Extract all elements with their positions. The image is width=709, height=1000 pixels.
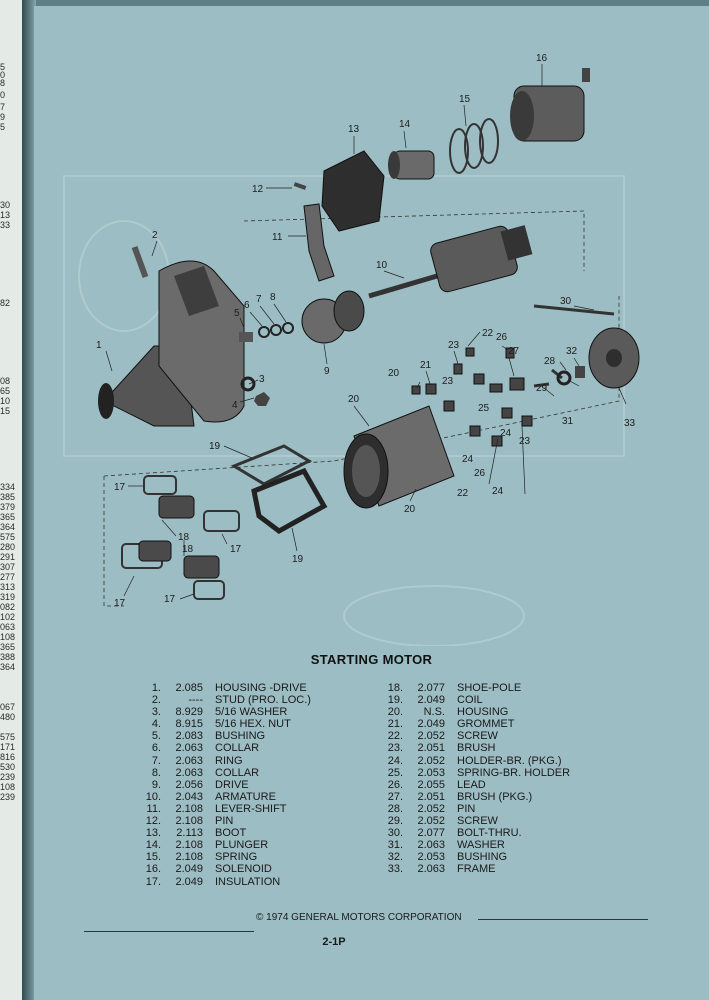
callout-7: 7 — [256, 294, 262, 305]
part-name: HOUSING — [457, 706, 509, 719]
part-name: DRIVE — [215, 778, 249, 791]
part-group-code: 2.043 — [175, 790, 203, 803]
part-group-code: 2.085 — [175, 682, 203, 694]
field-housing-part — [344, 406, 454, 508]
part-name: GROMMET — [457, 718, 515, 731]
part-number: 3. — [151, 706, 161, 719]
part-number: 6. — [151, 742, 161, 755]
adjacent-page-number: 319 — [0, 592, 16, 602]
callout-13: 13 — [348, 124, 360, 135]
callout-12: 12 — [252, 184, 264, 195]
part-name: SPRING — [215, 851, 258, 864]
adjacent-page-number: 365 — [0, 642, 16, 652]
part-name: ARMATURE — [215, 790, 276, 803]
manual-page — [34, 6, 709, 1000]
page-number: 2-1P — [322, 936, 346, 948]
pole-shoe-part — [184, 556, 219, 578]
part-group-code: 2.083 — [175, 730, 203, 743]
part-name: BUSHING — [215, 730, 266, 743]
assembly-line — [104, 476, 124, 606]
part-number: 24. — [387, 754, 403, 767]
part-group-code: N.S. — [423, 706, 445, 719]
section-heading: STARTING MOTOR — [310, 652, 433, 667]
callout-17: 17 — [114, 482, 126, 493]
collar-part — [259, 327, 269, 337]
adjacent-page-number: 08 — [0, 376, 11, 386]
part-row — [371, 815, 570, 827]
part-number: 15. — [145, 851, 161, 864]
part-name: FRAME — [457, 863, 496, 876]
starter-exploded-diagram — [34, 6, 709, 646]
insulation-part — [204, 511, 239, 531]
part-name: LEAD — [457, 778, 486, 791]
part-number: 4. — [151, 718, 161, 731]
callout-23: 23 — [448, 340, 460, 351]
callout-8: 8 — [270, 292, 276, 303]
callout-33: 33 — [624, 418, 636, 429]
adjacent-page-number: 5 — [0, 122, 6, 132]
adjacent-page-number: 33 — [0, 220, 11, 230]
part-name: 5/16 WASHER — [215, 706, 288, 719]
pin-part — [294, 182, 307, 190]
part-number: 16. — [145, 863, 161, 876]
part-row — [371, 694, 570, 706]
boot-part — [322, 151, 384, 231]
adjacent-page-number: 0 — [0, 90, 6, 100]
part-group-code: 2.052 — [417, 802, 445, 815]
part-row — [371, 779, 570, 791]
part-row — [371, 851, 570, 863]
part-number: 23. — [387, 742, 403, 755]
part-group-code: 2.049 — [417, 718, 445, 731]
part-number: 32. — [387, 851, 403, 864]
adjacent-page-number: 575 — [0, 732, 16, 742]
adjacent-page-number: 239 — [0, 772, 16, 782]
part-number: 1. — [151, 682, 161, 694]
callout-23: 23 — [519, 436, 531, 447]
pole-shoe-part — [159, 496, 194, 518]
part-name: SCREW — [457, 815, 498, 828]
part-name: HOLDER-BR. (PKG.) — [457, 754, 562, 767]
part-number: 20. — [387, 706, 403, 719]
part-group-code: 2.053 — [417, 766, 445, 779]
part-group-code: 2.052 — [417, 730, 445, 743]
copyright-owner: 1974 GENERAL MOTORS CORPORATION — [266, 912, 462, 923]
drive-part — [302, 291, 364, 343]
part-row — [129, 682, 311, 694]
adjacent-page-number: 385 — [0, 492, 16, 502]
frame-part — [589, 328, 639, 388]
part-row — [129, 863, 311, 875]
coil-part — [234, 446, 309, 484]
adjacent-page-number: 30 — [0, 200, 11, 210]
part-group-code: 2.052 — [417, 815, 445, 828]
part-row — [129, 791, 311, 803]
part-name: WASHER — [457, 839, 505, 852]
part-group-code: 8.929 — [175, 706, 203, 719]
part-number: 19. — [387, 694, 403, 707]
part-number: 10. — [145, 790, 161, 803]
collar-part — [283, 323, 293, 333]
callout-19: 19 — [292, 554, 304, 565]
adjacent-page-number: 365 — [0, 512, 16, 522]
part-row — [129, 827, 311, 839]
callout-24: 24 — [462, 454, 474, 465]
bushing-part — [239, 332, 253, 342]
part-row — [371, 839, 570, 851]
adjacent-page-number: 364 — [0, 522, 16, 532]
part-group-code: 2.053 — [417, 851, 445, 864]
part-name: PIN — [457, 802, 476, 815]
footer-rule-left — [84, 931, 254, 932]
part-number: 31. — [387, 839, 403, 852]
coil-part — [254, 471, 324, 531]
adjacent-page-number: 5 — [0, 62, 6, 72]
part-name: BOLT-THRU. — [457, 827, 522, 840]
adjacent-page-edge — [0, 0, 24, 1000]
part-name: COLLAR — [215, 742, 260, 755]
callout-22: 22 — [482, 328, 494, 339]
part-name: BUSHING — [457, 851, 508, 864]
copyright-symbol: © — [256, 912, 264, 923]
part-group-code: 2.108 — [175, 851, 203, 864]
callout-27: 27 — [508, 346, 520, 357]
part-row — [371, 803, 570, 815]
part-number: 29. — [387, 815, 403, 828]
part-group-code: 2.113 — [176, 827, 203, 840]
adjacent-page-number: 13 — [0, 210, 11, 220]
part-row — [371, 755, 570, 767]
callout-6: 6 — [244, 300, 250, 311]
adjacent-page-number: 067 — [0, 702, 16, 712]
callout-1: 1 — [96, 340, 102, 351]
part-group-code: 2.077 — [417, 682, 445, 694]
adjacent-page-number: 082 — [0, 602, 16, 612]
adjacent-page-number: 063 — [0, 622, 16, 632]
callout-11: 11 — [272, 232, 283, 243]
part-name: BOOT — [215, 827, 247, 840]
part-group-code: 2.063 — [417, 839, 445, 852]
part-row — [129, 706, 311, 718]
stud-part — [132, 246, 149, 278]
callout-3: 3 — [259, 374, 265, 385]
assembly-line — [244, 211, 584, 271]
callout-10: 10 — [376, 260, 388, 271]
callout-16: 16 — [536, 53, 548, 64]
part-row — [371, 706, 570, 718]
callout-18: 18 — [178, 532, 190, 543]
insulation-part — [194, 581, 224, 599]
callout-14: 14 — [399, 119, 411, 130]
parts-list-right — [371, 682, 570, 876]
part-row — [129, 730, 311, 742]
part-group-code: 8.915 — [175, 718, 203, 731]
part-name: SCREW — [457, 730, 498, 743]
part-row — [129, 839, 311, 851]
part-name: LEVER-SHIFT — [215, 802, 287, 815]
part-group-code: 2.051 — [417, 790, 445, 803]
part-name: INSULATION — [215, 875, 281, 888]
part-group-code: 2.049 — [175, 875, 203, 888]
part-row — [129, 803, 311, 815]
thru-bolt-part — [534, 306, 614, 314]
part-name: PIN — [215, 815, 234, 828]
part-number: 14. — [145, 839, 161, 852]
part-row — [371, 827, 570, 839]
callout-22: 22 — [457, 488, 469, 499]
adjacent-page-number: 102 — [0, 612, 16, 622]
part-number: 12. — [145, 815, 161, 828]
callout-20: 20 — [404, 504, 416, 515]
callout-2: 2 — [152, 230, 158, 241]
callout-4: 4 — [232, 400, 238, 411]
adjacent-page-number: 291 — [0, 552, 16, 562]
solenoid-part — [510, 68, 590, 141]
part-number: 30. — [387, 827, 403, 840]
adjacent-page-number: 530 — [0, 762, 16, 772]
callout-32: 32 — [566, 346, 578, 357]
callout-17: 17 — [114, 598, 126, 609]
adjacent-page-number: 239 — [0, 792, 16, 802]
part-number: 8. — [151, 766, 161, 779]
callout-20: 20 — [388, 368, 400, 379]
part-number: 27. — [387, 790, 403, 803]
callout-15: 15 — [459, 94, 471, 105]
plunger-part — [388, 151, 434, 179]
part-row — [129, 694, 311, 706]
part-group-code: 2.063 — [175, 754, 203, 767]
part-row — [129, 718, 311, 730]
parts-list-left — [129, 682, 311, 888]
part-name: COLLAR — [215, 766, 260, 779]
callout-21: 21 — [420, 360, 432, 371]
part-number: 21. — [387, 718, 403, 731]
part-name: BRUSH (PKG.) — [457, 790, 533, 803]
part-group-code: 2.063 — [175, 742, 203, 755]
adjacent-page-number: 0 — [0, 70, 6, 80]
callout-30: 30 — [560, 296, 572, 307]
part-group-code: 2.077 — [417, 827, 445, 840]
part-number: 9. — [151, 778, 161, 791]
part-name: BRUSH — [457, 742, 496, 755]
callout-23: 23 — [442, 376, 454, 387]
part-number: 2. — [151, 694, 161, 707]
part-row — [371, 730, 570, 742]
adjacent-page-number: 65 — [0, 386, 11, 396]
part-group-code: 2.049 — [175, 863, 203, 876]
armature-part — [369, 224, 532, 296]
part-name: SOLENOID — [215, 863, 272, 876]
adjacent-page-number: 313 — [0, 582, 16, 592]
callout-5: 5 — [234, 308, 240, 319]
callout-24: 24 — [500, 428, 512, 439]
adjacent-page-number: 480 — [0, 712, 16, 722]
part-name: SHOE-POLE — [457, 682, 522, 694]
part-row — [371, 863, 570, 875]
part-number: 18. — [387, 682, 403, 694]
part-number: 22. — [387, 730, 403, 743]
adjacent-page-number: 8 — [0, 78, 6, 88]
bleed-through-shape — [344, 586, 524, 646]
callout-19: 19 — [209, 441, 221, 452]
part-name: 5/16 HEX. NUT — [215, 718, 291, 731]
copyright-text — [256, 912, 462, 923]
adjacent-page-number: 108 — [0, 632, 16, 642]
part-name: RING — [215, 754, 243, 767]
part-number: 5. — [151, 730, 161, 743]
part-number: 7. — [151, 754, 161, 767]
part-row — [371, 742, 570, 754]
part-row — [371, 791, 570, 803]
callout-25: 25 — [478, 403, 490, 414]
part-group-code: 2.056 — [175, 778, 203, 791]
callout-9: 9 — [324, 366, 330, 377]
part-row — [371, 767, 570, 779]
callout-17: 17 — [230, 544, 242, 555]
drive-housing-part — [98, 261, 244, 426]
part-row — [129, 767, 311, 779]
pole-shoe-part — [139, 541, 171, 561]
part-name: HOUSING -DRIVE — [215, 682, 307, 694]
part-number: 33. — [387, 863, 403, 876]
part-number: 25. — [387, 766, 403, 779]
part-name: COIL — [457, 694, 483, 707]
adjacent-page-number: 7 — [0, 102, 6, 112]
part-group-code: 2.108 — [175, 839, 203, 852]
part-name: PLUNGER — [215, 839, 269, 852]
callout-31: 31 — [562, 416, 574, 427]
part-group-code: 2.052 — [417, 754, 445, 767]
callout-26: 26 — [474, 468, 486, 479]
callout-24: 24 — [492, 486, 504, 497]
part-row — [129, 755, 311, 767]
part-number: 17. — [145, 875, 161, 888]
adjacent-page-number: 277 — [0, 572, 16, 582]
part-number: 13. — [145, 827, 161, 840]
bushing-part — [575, 366, 585, 378]
part-row — [371, 682, 570, 694]
callout-28: 28 — [544, 356, 556, 367]
adjacent-page-number: 15 — [0, 406, 11, 416]
part-group-code: ---- — [188, 694, 203, 707]
part-group-code: 2.063 — [175, 766, 203, 779]
adjacent-page-number: 816 — [0, 752, 16, 762]
spring-part — [450, 119, 498, 173]
footer-rule-right — [478, 919, 648, 920]
part-number: 26. — [387, 778, 403, 791]
adjacent-page-number: 575 — [0, 532, 16, 542]
part-group-code: 2.055 — [417, 778, 445, 791]
adjacent-page-number: 10 — [0, 396, 11, 406]
part-group-code: 2.063 — [417, 863, 445, 876]
part-row — [129, 779, 311, 791]
part-row — [129, 851, 311, 863]
part-group-code: 2.049 — [417, 694, 445, 707]
part-group-code: 2.108 — [175, 802, 203, 815]
part-row — [371, 718, 570, 730]
part-row — [129, 876, 311, 888]
adjacent-page-number: 307 — [0, 562, 16, 572]
adjacent-page-number: 364 — [0, 662, 16, 672]
part-row — [129, 742, 311, 754]
part-name: STUD (PRO. LOC.) — [215, 694, 311, 707]
part-number: 28. — [387, 802, 403, 815]
part-number: 11. — [146, 802, 161, 815]
adjacent-page-number: 280 — [0, 542, 16, 552]
adjacent-page-number: 171 — [0, 742, 16, 752]
callout-26: 26 — [496, 332, 508, 343]
callout-20: 20 — [348, 394, 360, 405]
part-name: SPRING-BR. HOLDER — [457, 766, 571, 779]
hex-nut-part — [254, 392, 270, 406]
adjacent-page-number: 108 — [0, 782, 16, 792]
adjacent-page-number: 9 — [0, 112, 6, 122]
callout-29: 29 — [536, 383, 548, 394]
insulation-part — [144, 476, 176, 494]
adjacent-page-number: 334 — [0, 482, 16, 492]
callout-18: 18 — [182, 544, 194, 555]
adjacent-page-number: 379 — [0, 502, 16, 512]
ring-part — [271, 325, 281, 335]
part-group-code: 2.051 — [417, 742, 445, 755]
callout-17: 17 — [164, 594, 176, 605]
part-row — [129, 815, 311, 827]
part-group-code: 2.108 — [175, 815, 203, 828]
adjacent-page-number: 82 — [0, 298, 11, 308]
adjacent-page-number: 388 — [0, 652, 16, 662]
